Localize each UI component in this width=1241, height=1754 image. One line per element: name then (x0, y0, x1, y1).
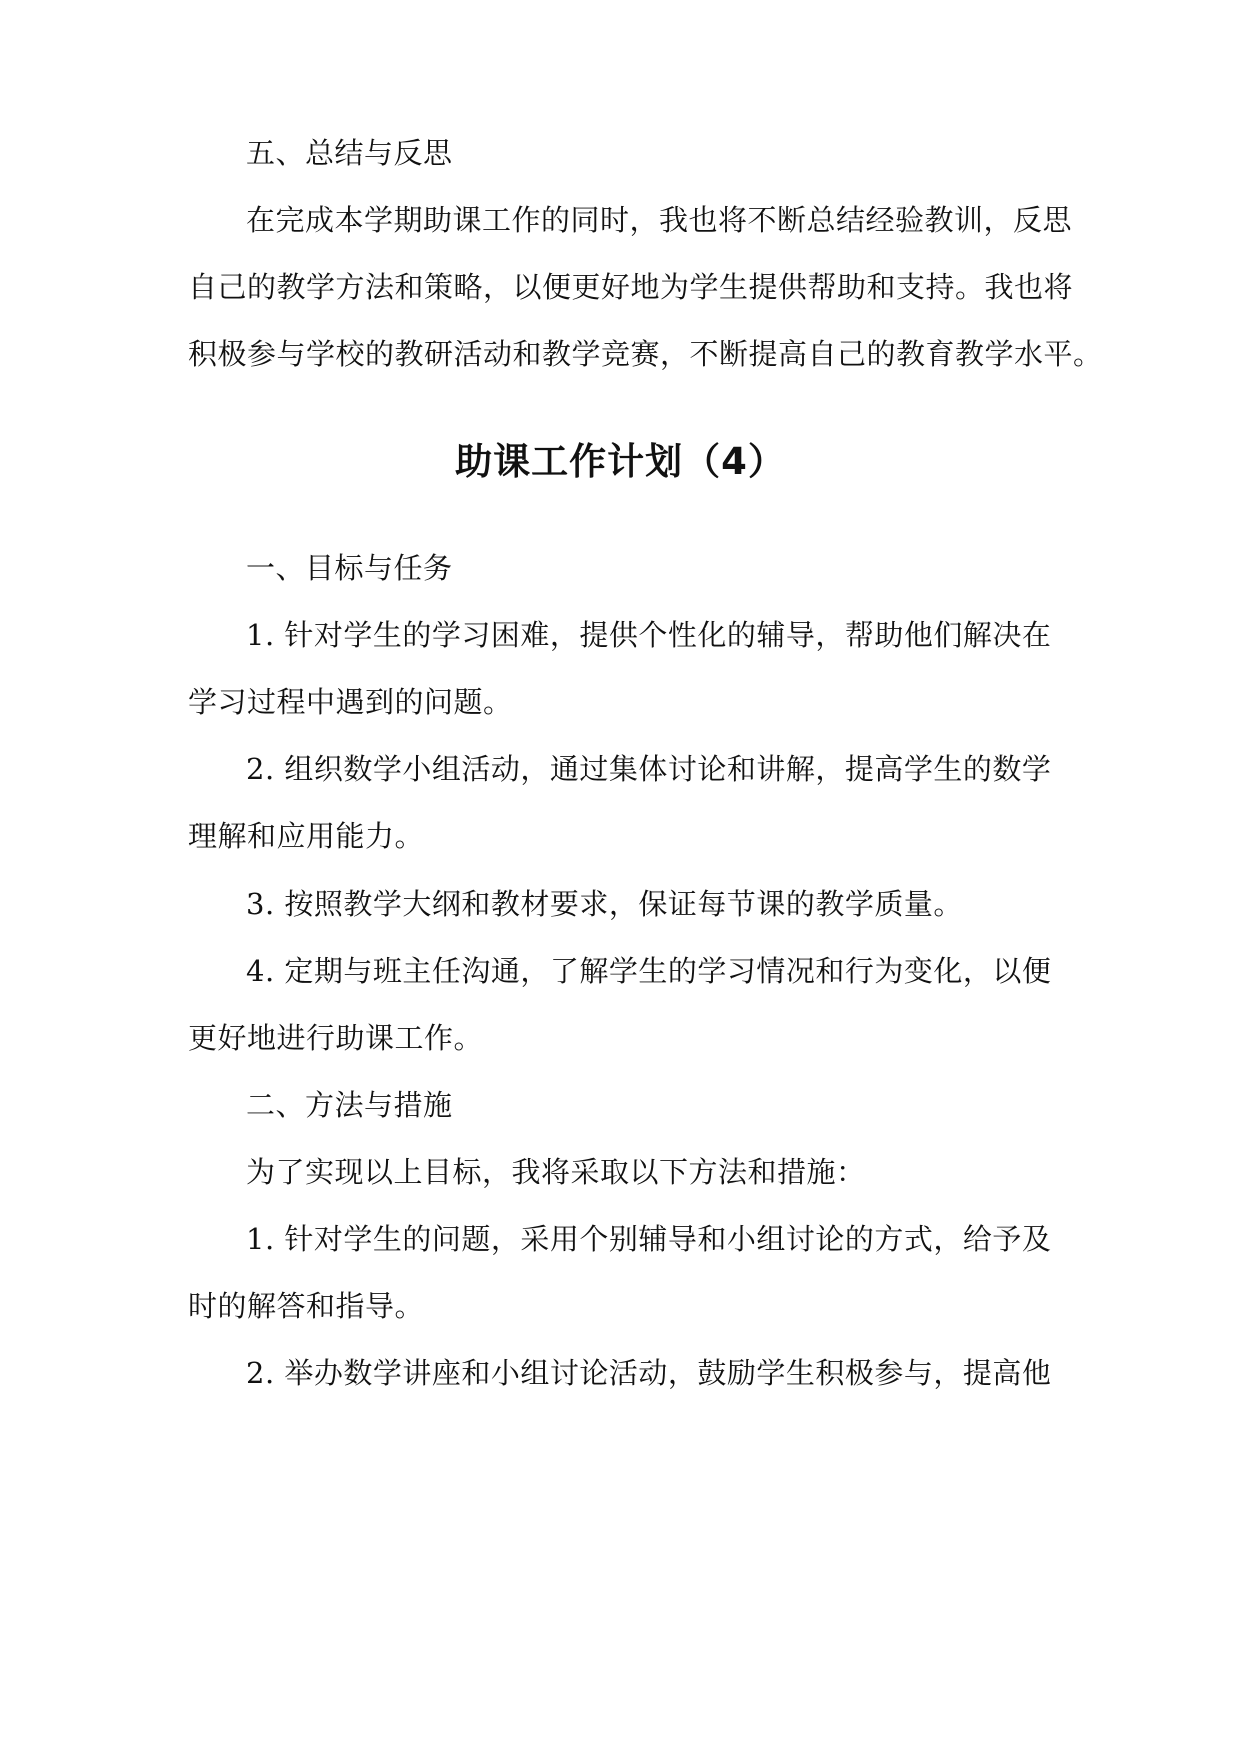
paragraph-line: 为了实现以上目标，我将采取以下方法和措施： (246, 1155, 866, 1189)
paragraph-line: 积极参与学校的教研活动和教学竞赛，不断提高自己的教育教学水平。 (188, 337, 1103, 371)
list-item: 4. 定期与班主任沟通，了解学生的学习情况和行为变化，以便 (246, 954, 1052, 988)
section-heading: 一、目标与任务 (246, 551, 453, 585)
list-item-continuation: 理解和应用能力。 (188, 819, 425, 853)
list-item: 3. 按照教学大纲和教材要求，保证每节课的教学质量。 (246, 887, 963, 921)
list-item: 1. 针对学生的学习困难，提供个性化的辅导，帮助他们解决在 (246, 618, 1052, 652)
list-item-continuation: 学习过程中遇到的问题。 (188, 685, 513, 719)
list-item-continuation: 时的解答和指导。 (188, 1289, 425, 1323)
paragraph-line: 自己的教学方法和策略，以便更好地为学生提供帮助和支持。我也将 (188, 270, 1074, 304)
list-item: 2. 举办数学讲座和小组讨论活动，鼓励学生积极参与，提高他 (246, 1356, 1052, 1390)
list-item: 2. 组织数学小组活动，通过集体讨论和讲解，提高学生的数学 (246, 752, 1052, 786)
document-title: 助课工作计划（4） (455, 440, 786, 483)
list-item-continuation: 更好地进行助课工作。 (188, 1021, 484, 1055)
list-item: 1. 针对学生的问题，采用个别辅导和小组讨论的方式，给予及 (246, 1222, 1052, 1256)
section-heading: 二、方法与措施 (246, 1088, 453, 1122)
section-heading: 五、总结与反思 (246, 136, 453, 170)
paragraph-line: 在完成本学期助课工作的同时，我也将不断总结经验教训，反思 (246, 203, 1073, 237)
